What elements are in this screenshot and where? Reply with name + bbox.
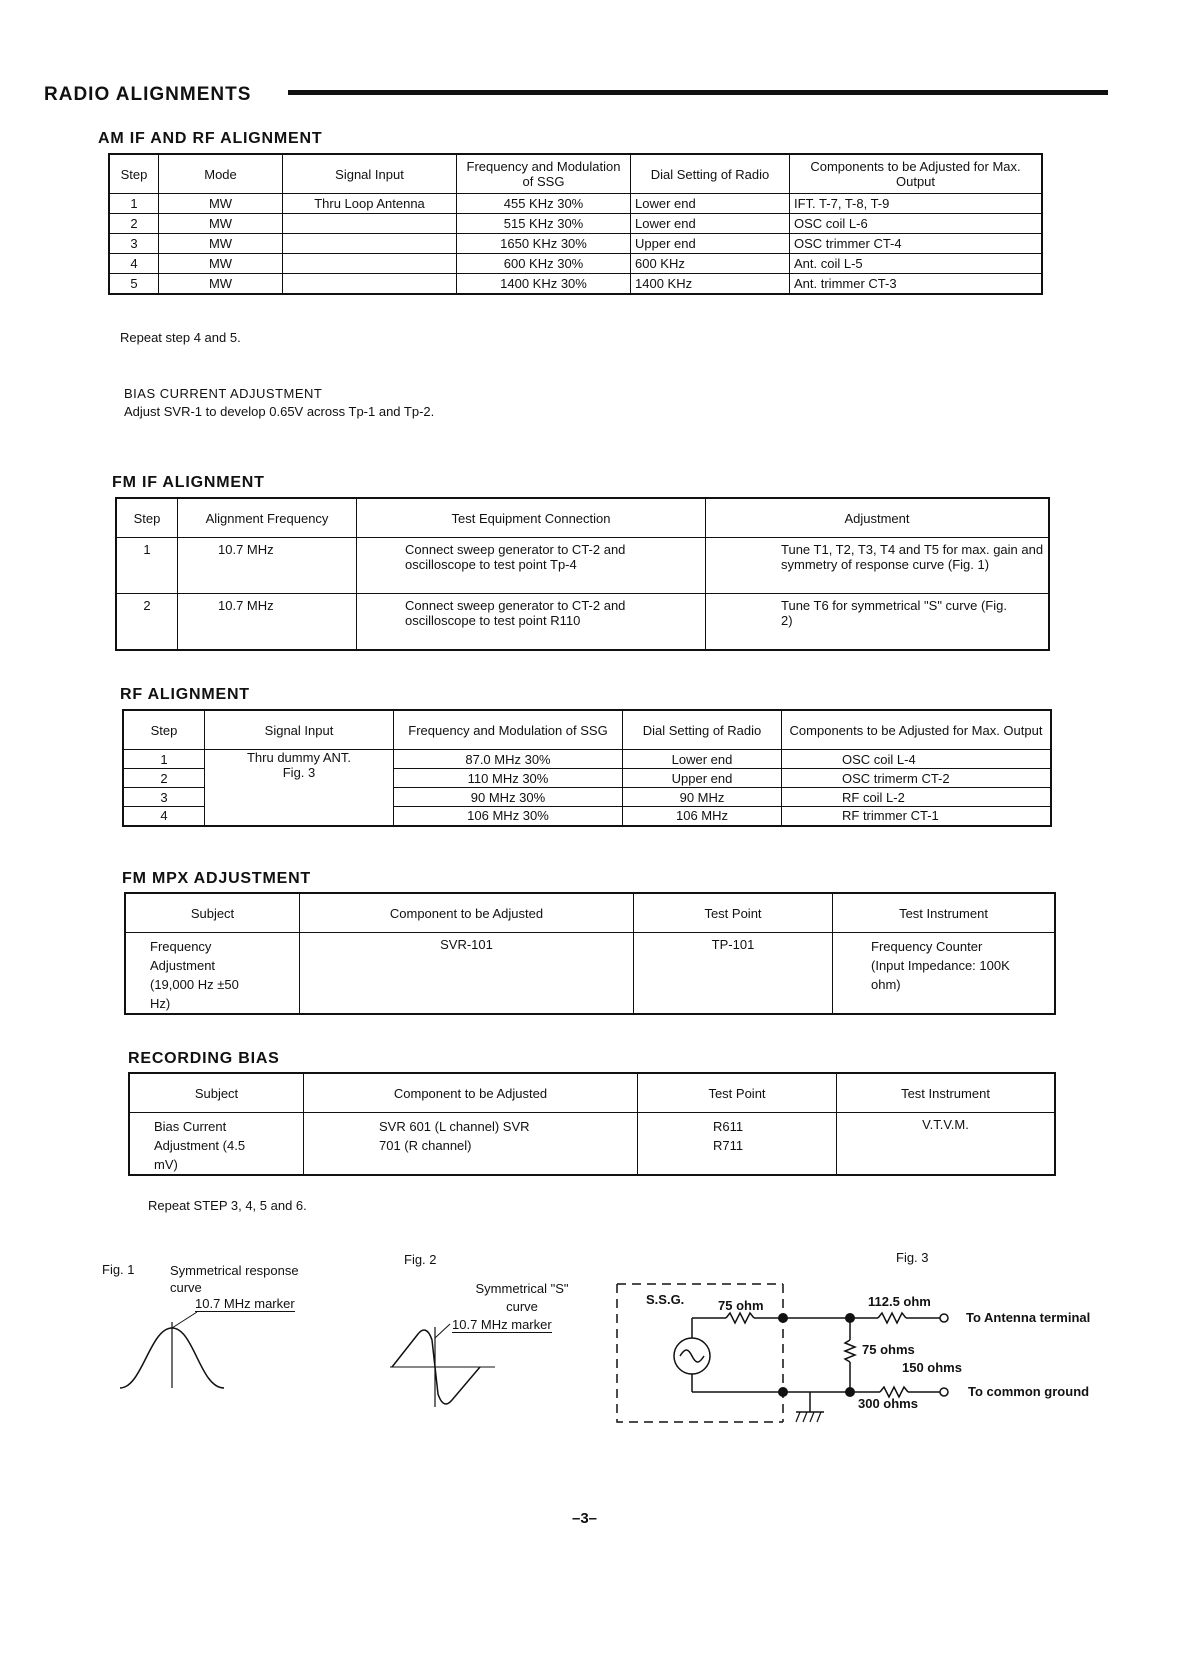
cell: 90 MHz 30%	[394, 788, 623, 807]
cell: SVR-101	[300, 933, 634, 1015]
fig1-marker: 10.7 MHz marker	[195, 1296, 295, 1311]
fig3-r3-label: 75 ohms	[862, 1342, 915, 1357]
cell: Ant. trimmer CT-3	[790, 274, 1043, 294]
cell: 2	[109, 214, 159, 234]
am-note: Repeat step 4 and 5.	[120, 330, 241, 345]
table-row	[109, 194, 1042, 214]
mpx-col-subject: Subject	[125, 893, 300, 933]
cell: Connect sweep generator to CT-2 and oscilloscope to test point R110	[357, 594, 706, 650]
fig2-caption: Symmetrical "S" curve	[475, 1281, 569, 1314]
am-col-signal: Signal Input	[283, 154, 457, 194]
cell: Lower end	[631, 194, 790, 214]
mpx-col-testpoint: Test Point	[634, 893, 833, 933]
cell: 106 MHz 30%	[394, 807, 623, 826]
rf-col-step: Step	[123, 710, 205, 750]
page-title: RADIO ALIGNMENTS	[44, 84, 252, 105]
am-col-components: Components to be Adjusted for Max. Output	[790, 154, 1043, 194]
cell: OSC coil L-6	[790, 214, 1043, 234]
cell	[283, 254, 457, 274]
table-row	[125, 933, 1055, 1015]
cell: 10.7 MHz	[178, 538, 357, 594]
mpx-col-component: Component to be Adjusted	[300, 893, 634, 933]
am-col-dial: Dial Setting of Radio	[631, 154, 790, 194]
title-rule	[288, 90, 1108, 95]
cell: MW	[159, 234, 283, 254]
cell: RF trimmer CT-1	[782, 807, 1052, 826]
cell: Ant. coil L-5	[790, 254, 1043, 274]
cell: MW	[159, 254, 283, 274]
cell: 87.0 MHz 30%	[394, 750, 623, 769]
cell: MW	[159, 214, 283, 234]
cell: Frequency Adjustment (19,000 Hz ±50 Hz)	[125, 933, 300, 1015]
cell: Upper end	[623, 769, 782, 788]
cell: Frequency Counter (Input Impedance: 100K ohm)	[833, 933, 1056, 1015]
fig1-caption: Symmetrical response curve	[170, 1263, 299, 1295]
rf-heading: RF ALIGNMENT	[120, 686, 250, 703]
fig3-r4-label: 150 ohms	[902, 1360, 962, 1375]
cell: 10.7 MHz	[178, 594, 357, 650]
rf-table	[122, 709, 1052, 827]
cell: 1400 KHz 30%	[457, 274, 631, 294]
fig3-label: Fig. 3	[896, 1250, 929, 1265]
fmif-heading: FM IF ALIGNMENT	[112, 474, 265, 491]
cell: TP-101	[634, 933, 833, 1015]
fig3-antenna-terminal: To Antenna terminal	[966, 1310, 1091, 1325]
fig3-r5-label: 300 ohms	[858, 1396, 918, 1411]
fig1-response-curve	[112, 1310, 232, 1395]
page-number: –3–	[572, 1510, 598, 1527]
cell: IFT. T-7, T-8, T-9	[790, 194, 1043, 214]
table-row	[109, 274, 1042, 294]
mpx-heading: FM MPX ADJUSTMENT	[122, 870, 312, 887]
rf-col-dial: Dial Setting of Radio	[623, 710, 782, 750]
fig3-ssg-label: S.S.G.	[646, 1292, 685, 1307]
cell: Lower end	[623, 750, 782, 769]
recbias-col-component: Component to be Adjusted	[304, 1073, 638, 1113]
cell: 1400 KHz	[631, 274, 790, 294]
fig3-r2-label: 112.5 ohm	[868, 1294, 931, 1309]
cell: 5	[109, 274, 159, 294]
fmif-col-step: Step	[116, 498, 178, 538]
fmif-col-adjustment: Adjustment	[706, 498, 1050, 538]
cell: 106 MHz	[623, 807, 782, 826]
fig3-common-ground: To common ground	[968, 1384, 1090, 1399]
cell: OSC coil L-4	[782, 750, 1052, 769]
am-col-step: Step	[109, 154, 159, 194]
rf-signal-input: Thru dummy ANT. Fig. 3	[205, 750, 394, 826]
fig1-label: Fig. 1	[102, 1262, 135, 1277]
bias-heading: BIAS CURRENT ADJUSTMENT	[124, 386, 323, 401]
mpx-col-instrument: Test Instrument	[833, 893, 1056, 933]
table-row	[129, 1113, 1055, 1176]
cell: 455 KHz 30%	[457, 194, 631, 214]
fig3-r1-label: 75 ohm	[718, 1298, 764, 1313]
recbias-table	[128, 1072, 1056, 1176]
cell: 2	[116, 594, 178, 650]
table-row	[109, 234, 1042, 254]
cell: V.T.V.M.	[837, 1113, 1056, 1176]
cell: 110 MHz 30%	[394, 769, 623, 788]
cell: 90 MHz	[623, 788, 782, 807]
fig2-marker: 10.7 MHz marker	[452, 1317, 552, 1332]
fmif-col-freq: Alignment Frequency	[178, 498, 357, 538]
am-heading: AM IF AND RF ALIGNMENT	[98, 130, 323, 147]
cell: R611 R711	[638, 1113, 837, 1176]
cell: 4	[109, 254, 159, 274]
cell: 600 KHz 30%	[457, 254, 631, 274]
recbias-col-testpoint: Test Point	[638, 1073, 837, 1113]
table-row	[109, 214, 1042, 234]
fmif-col-equipment: Test Equipment Connection	[357, 498, 706, 538]
cell: 2	[123, 769, 205, 788]
cell	[283, 274, 457, 294]
recbias-note: Repeat STEP 3, 4, 5 and 6.	[148, 1198, 307, 1213]
cell: 3	[123, 788, 205, 807]
cell: OSC trimmer CT-4	[790, 234, 1043, 254]
cell: OSC trimerm CT-2	[782, 769, 1052, 788]
bias-text: Adjust SVR-1 to develop 0.65V across Tp-1 and Tp-2.	[124, 404, 435, 419]
table-row	[123, 750, 1051, 769]
cell: 1	[123, 750, 205, 769]
rf-col-signal: Signal Input	[205, 710, 394, 750]
recbias-col-subject: Subject	[129, 1073, 304, 1113]
mpx-table	[124, 892, 1056, 1015]
cell: 515 KHz 30%	[457, 214, 631, 234]
cell: SVR 601 (L channel) SVR 701 (R channel)	[304, 1113, 638, 1176]
cell: 3	[109, 234, 159, 254]
cell: MW	[159, 194, 283, 214]
table-row	[109, 254, 1042, 274]
cell: 1	[116, 538, 178, 594]
table-row	[116, 594, 1049, 650]
cell: MW	[159, 274, 283, 294]
am-col-mode: Mode	[159, 154, 283, 194]
cell: 1	[109, 194, 159, 214]
cell: Thru Loop Antenna	[283, 194, 457, 214]
cell: RF coil L-2	[782, 788, 1052, 807]
recbias-col-instrument: Test Instrument	[837, 1073, 1056, 1113]
cell: 1650 KHz 30%	[457, 234, 631, 254]
cell: Tune T1, T2, T3, T4 and T5 for max. gain and symmetry of response curve (Fig. 1)	[706, 538, 1050, 594]
am-col-freq: Frequency and Modulation of SSG	[457, 154, 631, 194]
cell: Lower end	[631, 214, 790, 234]
recbias-heading: RECORDING BIAS	[128, 1050, 280, 1067]
cell: 600 KHz	[631, 254, 790, 274]
rf-col-freq: Frequency and Modulation of SSG	[394, 710, 623, 750]
fig2-s-curve	[390, 1322, 500, 1412]
cell: Tune T6 for symmetrical "S" curve (Fig. 2)	[706, 594, 1050, 650]
cell: Upper end	[631, 234, 790, 254]
am-table	[108, 153, 1043, 295]
rf-col-components: Components to be Adjusted for Max. Output	[782, 710, 1052, 750]
fmif-table	[115, 497, 1050, 651]
cell	[283, 214, 457, 234]
table-row	[116, 538, 1049, 594]
cell: Bias Current Adjustment (4.5 mV)	[129, 1113, 304, 1176]
fig2-label: Fig. 2	[404, 1252, 437, 1267]
cell: 4	[123, 807, 205, 826]
cell	[283, 234, 457, 254]
cell: Connect sweep generator to CT-2 and oscilloscope to test point Tp-4	[357, 538, 706, 594]
